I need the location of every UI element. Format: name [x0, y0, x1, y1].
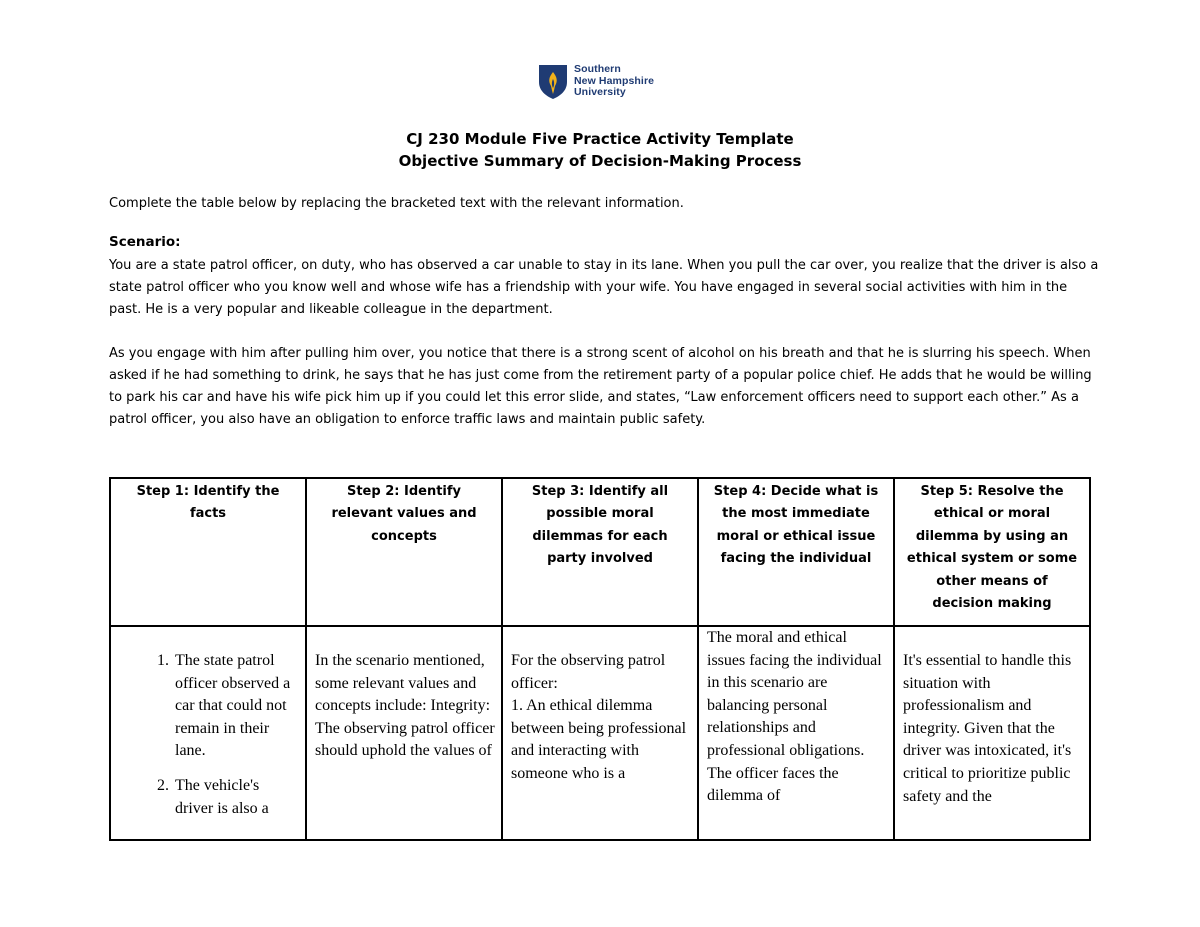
instructions-text: Complete the table below by replacing the bracketed text with the relevant information.	[109, 196, 684, 211]
cell-step-1[interactable]	[110, 626, 306, 840]
header-step-3: Step 3: Identify all possible moral dilemmas for each party involved	[502, 478, 698, 626]
cell-step-3[interactable]	[502, 626, 698, 840]
logo-line-1: Southern	[574, 63, 621, 75]
shield-flame-icon	[538, 64, 568, 100]
document-title: CJ 230 Module Five Practice Activity Template	[406, 130, 794, 148]
step-4-text: The moral and ethical issues facing the individual in this scenario are balancing personal relationships and professional obligations. The officer faces the dilemma of	[707, 629, 882, 805]
header-step-1: Step 1: Identify the facts	[110, 478, 306, 626]
step-5-text: It's essential to handle this situation with professionalism and integrity. Given that the driver was intoxicated, it's critical to prioritize public safety and the	[903, 652, 1072, 805]
scenario-paragraph-1: You are a state patrol officer, on duty, who has observed a car unable to stay in its lane. When you pull the car over, you realize that the driver is also a state patrol officer who you know well and whose wife has a friendship with your wife. You have engaged in several social activities with him in the past. He is a very popular and likeable colleague in the department.	[109, 258, 1099, 317]
header-step-5: Step 5: Resolve the ethical or moral dilemma by using an ethical system or some other means of decision making	[894, 478, 1090, 626]
table-row	[110, 626, 1090, 840]
step-3-line-2: 1. An ethical dilemma between being professional and interacting with someone who is a	[511, 697, 687, 782]
header-step-2: Step 2: Identify relevant values and concepts	[306, 478, 502, 626]
scenario-heading: Scenario:	[109, 234, 181, 250]
table-header-row	[110, 478, 1090, 626]
logo-line-2: New Hampshire	[574, 74, 655, 87]
fact-item-1: 1. The state patrol officer observed a car that could not remain in their lane.	[173, 650, 301, 763]
facts-list	[111, 627, 301, 816]
scenario-paragraph-2: As you engage with him after pulling him over, you notice that there is a strong scent of alcohol on his breath and that he is slurring his speech. When asked if he had something to drink, he says that he has just come from the retirement party of a popular police chief. He adds that he would be willing to park his car and have his wife pick him up if you could let this error slide, and states, “Law enforcement officers need to support each other.” As a patrol officer, you also have an obligation to enforce traffic laws and maintain public safety.	[109, 346, 1092, 427]
document-subtitle: Objective Summary of Decision-Making Process	[398, 152, 802, 170]
step-3-line-1: For the observing patrol officer:	[511, 652, 666, 692]
decision-making-table	[109, 477, 1091, 841]
logo-wordmark	[574, 64, 654, 99]
title-block	[0, 128, 1200, 172]
step-3-content	[503, 627, 697, 839]
university-logo	[538, 64, 654, 100]
logo-line-3: University	[574, 86, 626, 98]
cell-step-4[interactable]	[698, 626, 894, 840]
header-step-4: Step 4: Decide what is the most immediate moral or ethical issue facing the individual	[698, 478, 894, 626]
cell-step-2[interactable]	[306, 626, 502, 840]
cell-step-5[interactable]	[894, 626, 1090, 840]
fact-item-2: 2. The vehicle's driver is also a	[173, 775, 301, 816]
step-2-text: In the scenario mentioned, some relevant values and concepts include: Integrity: The observing patrol officer should uphold the values of	[315, 652, 495, 760]
